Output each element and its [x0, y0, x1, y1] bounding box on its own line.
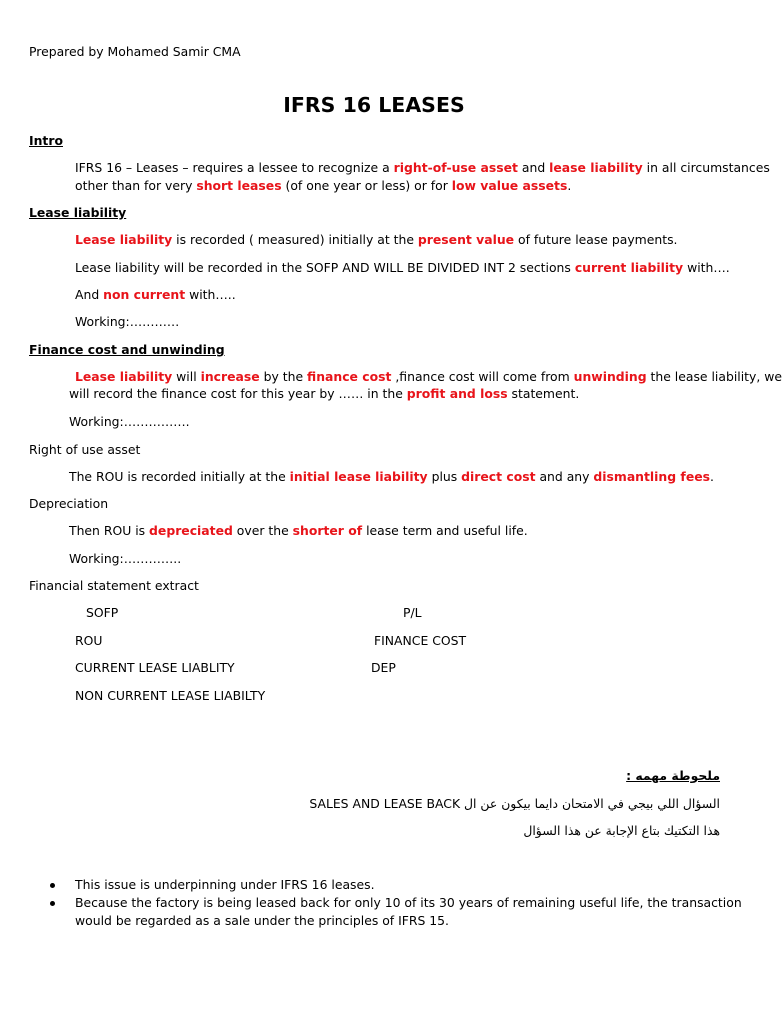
text: The ROU is recorded initially at the [69, 469, 290, 484]
text: will record the finance cost for this year by …… in the [69, 386, 407, 401]
finance-cost-line-1 [75, 368, 782, 386]
highlight: Lease liability [75, 369, 173, 384]
lease-liability-p2 [75, 259, 730, 277]
highlight: unwinding [573, 369, 647, 384]
text: السؤال اللي بيجي في الامتحان دايما بيكون عن ال [464, 796, 720, 811]
text: . [567, 178, 572, 193]
text: And [75, 287, 104, 302]
text: of future lease payments. [514, 232, 678, 247]
bullet-2-line-2: would be regarded as a sale under the principles of IFRS 15. [75, 913, 449, 928]
text: and any [535, 469, 594, 484]
intro-line-1 [75, 159, 770, 177]
finance-cost-line-2 [69, 385, 579, 403]
text: statement. [507, 386, 580, 401]
highlight: present value [417, 232, 515, 247]
prepared-by: Prepared by Mohamed Samir CMA [29, 44, 241, 59]
lease-liability-p1 [75, 231, 677, 249]
text: Lease liability will be recorded in the SOFP AND WILL BE DIVIDED INT 2 sections [75, 260, 575, 275]
text: with…. [683, 260, 730, 275]
note-heading: ملحوطة مهمه : [626, 768, 720, 783]
highlight: current liability [574, 260, 684, 275]
highlight: dismantling fees [593, 469, 711, 484]
depreciation-heading: Depreciation [29, 496, 109, 511]
lease-liability-working: Working:………… [75, 314, 180, 329]
intro-heading: Intro [29, 133, 63, 148]
highlight: profit and loss [406, 386, 508, 401]
text: (of one year or less) or for [281, 178, 452, 193]
text: plus [427, 469, 462, 484]
intro-line-2 [75, 177, 571, 195]
bullet-2-line-1: Because the factory is being leased back for only 10 of its 30 years of remaining useful life, the transaction [75, 895, 742, 910]
fs-non-current-liability: NON CURRENT LEASE LIABILTY [75, 688, 266, 703]
rou-line [69, 468, 714, 486]
text: . [710, 469, 714, 484]
highlight: shorter of [292, 523, 363, 538]
lease-liability-p3 [75, 286, 236, 304]
fs-dep: DEP [371, 660, 396, 675]
highlight: depreciated [149, 523, 233, 538]
highlight: initial lease liability [289, 469, 428, 484]
text: is recorded ( measured) initially at the [172, 232, 418, 247]
finance-cost-working: Working:……………. [69, 414, 190, 429]
highlight-short-leases: short leases [196, 178, 282, 193]
text: with….. [185, 287, 236, 302]
highlight-low-value-assets: low value assets [451, 178, 568, 193]
text: Then ROU is [69, 523, 150, 538]
highlight: Lease liability [75, 232, 173, 247]
text: lease term and useful life. [362, 523, 528, 538]
fs-pl: P/L [403, 605, 422, 620]
text: other than for very [75, 178, 197, 193]
text: IFRS 16 – Leases – requires a lessee to recognize a [75, 160, 394, 175]
note-line-1 [309, 795, 720, 813]
highlight: finance cost [307, 369, 392, 384]
text: SALES AND LEASE BACK [309, 796, 461, 811]
fs-current-liability: CURRENT LEASE LIABLITY [75, 660, 235, 675]
finance-cost-heading: Finance cost and unwinding [29, 342, 225, 357]
text: by the [259, 369, 308, 384]
text: ,finance cost will come from [391, 369, 574, 384]
lease-liability-heading: Lease liability [29, 205, 127, 220]
fs-finance-cost: FINANCE COST [374, 633, 467, 648]
bullet-icon [50, 901, 55, 906]
depreciation-working: Working:………….. [69, 551, 182, 566]
fs-rou: ROU [75, 633, 103, 648]
highlight-lease-liability: lease liability [549, 160, 643, 175]
rou-heading: Right of use asset [29, 442, 141, 457]
highlight: increase [200, 369, 260, 384]
fs-sofp: SOFP [86, 605, 119, 620]
text: will [172, 369, 201, 384]
bullet-1: This issue is underpinning under IFRS 16 leases. [75, 877, 375, 892]
highlight: non current [103, 287, 186, 302]
text: and [517, 160, 550, 175]
fs-extract-heading: Financial statement extract [29, 578, 199, 593]
text: the lease liability, we [646, 369, 782, 384]
page-title: IFRS 16 LEASES [283, 93, 465, 117]
note-line-2: هذا التكتيك بتاع الإجابة عن هذا السؤال [523, 823, 720, 838]
depreciation-line [69, 522, 528, 540]
bullet-icon [50, 883, 55, 888]
highlight: direct cost [461, 469, 536, 484]
text: in all circumstances [642, 160, 770, 175]
highlight-rou-asset: right-of-use asset [393, 160, 518, 175]
text: over the [232, 523, 293, 538]
